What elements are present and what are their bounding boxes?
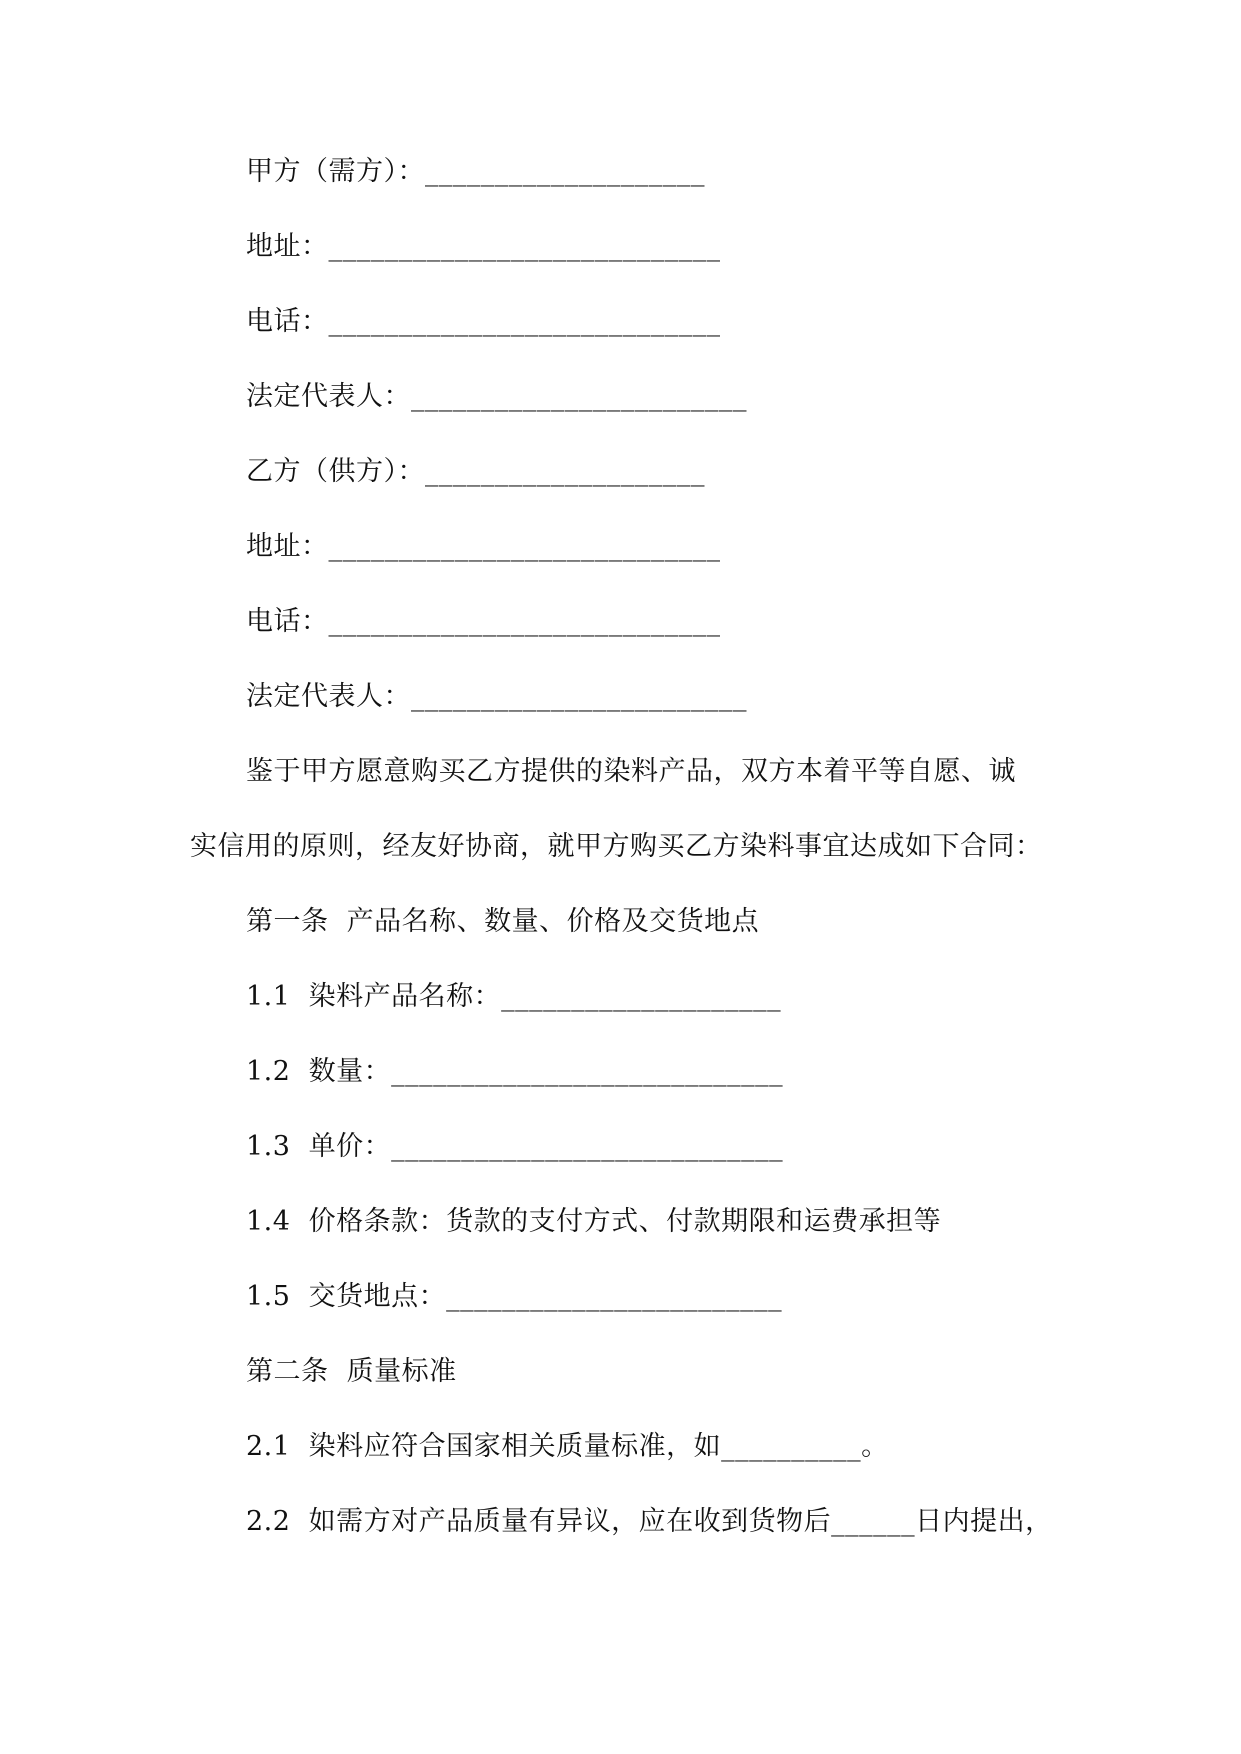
party-b-name-line: 乙方（供方）：____________________ — [246, 456, 705, 487]
clause-1-4: 1.4 价格条款：货款的支付方式、付款期限和运费承担等 — [246, 1206, 942, 1237]
clause-1-1: 1.1 染料产品名称：____________________ — [246, 981, 782, 1012]
clause-1-3: 1.3 单价：____________________________ — [246, 1131, 784, 1162]
party-a-name-line: 甲方（需方）：____________________ — [246, 156, 705, 187]
party-b-phone-line: 电话：____________________________ — [246, 606, 721, 637]
party-b-address-line: 地址：____________________________ — [246, 531, 721, 562]
party-b-representative-line: 法定代表人：________________________ — [246, 681, 747, 712]
article-1-heading: 第一条 产品名称、数量、价格及交货地点 — [246, 906, 760, 937]
party-a-phone-line: 电话：____________________________ — [246, 306, 721, 337]
clause-1-2: 1.2 数量：____________________________ — [246, 1056, 784, 1087]
party-a-representative-line: 法定代表人：________________________ — [246, 381, 747, 412]
clause-1-5: 1.5 交货地点：________________________ — [246, 1281, 783, 1312]
preamble-line-1: 鉴于甲方愿意购买乙方提供的染料产品，双方本着平等自愿、诚 — [246, 756, 1016, 787]
preamble-line-2: 实信用的原则，经友好协商，就甲方购买乙方染料事宜达成如下合同： — [190, 831, 1043, 862]
clause-2-2: 2.2 如需方对产品质量有异议，应在收到货物后______日内提出， — [246, 1506, 1053, 1537]
clause-2-1: 2.1 染料应符合国家相关质量标准，如__________。 — [246, 1431, 889, 1462]
article-2-heading: 第二条 质量标准 — [246, 1356, 457, 1387]
party-a-address-line: 地址：____________________________ — [246, 231, 721, 262]
